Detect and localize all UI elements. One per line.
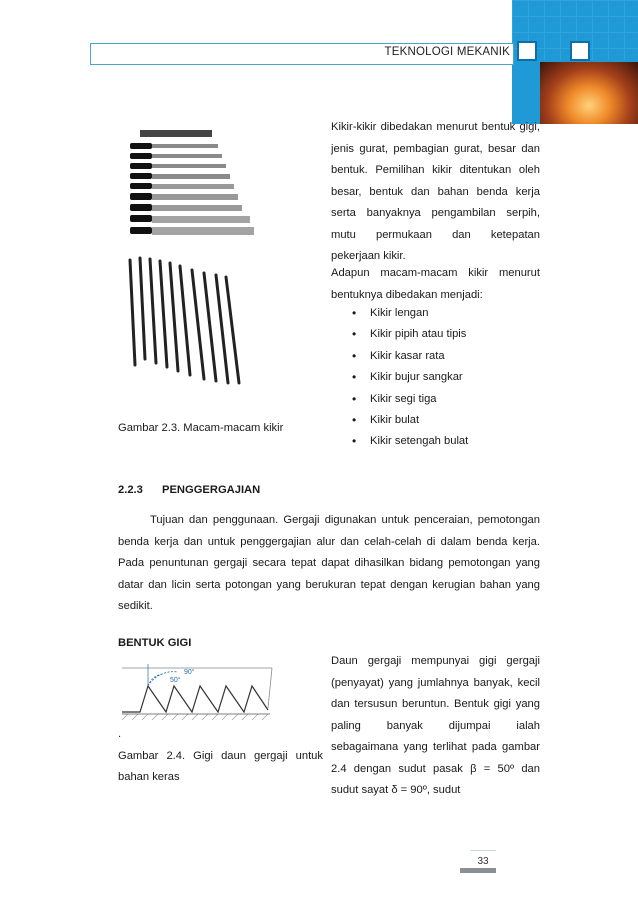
angle-label-50: 50° <box>170 677 181 684</box>
header-square-left <box>517 41 537 61</box>
needle-files-group <box>130 258 239 383</box>
list-item: • Kikir segi tiga <box>352 389 468 410</box>
stray-dot: . <box>118 728 122 740</box>
page-number: 33 <box>477 856 489 867</box>
list-item: • Kikir kasar rata <box>352 346 468 367</box>
page-number-bar <box>460 868 496 873</box>
list-item: • Kikir setengah bulat <box>352 431 468 452</box>
figure-2-3-caption: Gambar 2.3. Macam-macam kikir <box>118 422 284 434</box>
list-item: • Kikir pipih atau tipis <box>352 324 468 345</box>
header-title: TEKNOLOGI MEKANIK <box>384 46 510 58</box>
saw-paragraph: Tujuan dan penggunaan. Gergaji digunakan untuk penceraian, pemotongan benda kerja dan untuk penggergajian alur dan celah-celah di dalam benda kerja. Pada penuntunan gergaji secara tepat dapat dihasilkan bidang pemotongan yang datar dan licin serta potongan yang berukuran tepat dengan kerugian bahan yang sedikit. <box>118 514 540 612</box>
angle-label-90: 90° <box>184 669 195 676</box>
saw-teeth-diagram <box>118 660 278 730</box>
header-square-right <box>570 41 590 61</box>
files-paragraph-2: Adapun macam-macam kikir menurut bentuknya dibedakan menjadi: <box>331 267 540 301</box>
header-corner-photo <box>540 62 638 124</box>
file-types-list <box>352 303 468 453</box>
section-title: PENGGERGAJIAN <box>162 484 261 496</box>
section-number: 2.2.3 <box>118 484 143 496</box>
tooth-section-title: BENTUK GIGI <box>118 637 192 649</box>
figure-2-4-caption: Gambar 2.4. Gigi daun gergaji untuk bahan keras <box>118 750 323 783</box>
list-item: • Kikir bujur sangkar <box>352 367 468 388</box>
tooth-paragraph: Daun gergaji mempunyai gigi gergaji (penyayat) yang jumlahnya banyak, kecil dan tersusun beruntun. Bentuk gigi yang paling banyak dijumpai ialah sebagaimana yang terlihat pada gambar 2.4 dengan sudut pasak β = 50º dan sudut sayat δ = 90º, sudut <box>331 655 540 796</box>
flat-files-group <box>130 130 254 235</box>
list-item: • Kikir bulat <box>352 410 468 431</box>
list-item: • Kikir lengan <box>352 303 468 324</box>
files-illustration <box>118 125 258 390</box>
files-paragraph-1: Kikir-kikir dibedakan menurut bentuk gigi, jenis gurat, pembagian gurat, besar dan bentuk. Pemilihan kikir ditentukan oleh besar, bentuk dan bahan benda kerja serta banyaknya pengambilan serpih, mutu permukaan dan ketepatan pekerjaan kikir. <box>331 121 540 262</box>
